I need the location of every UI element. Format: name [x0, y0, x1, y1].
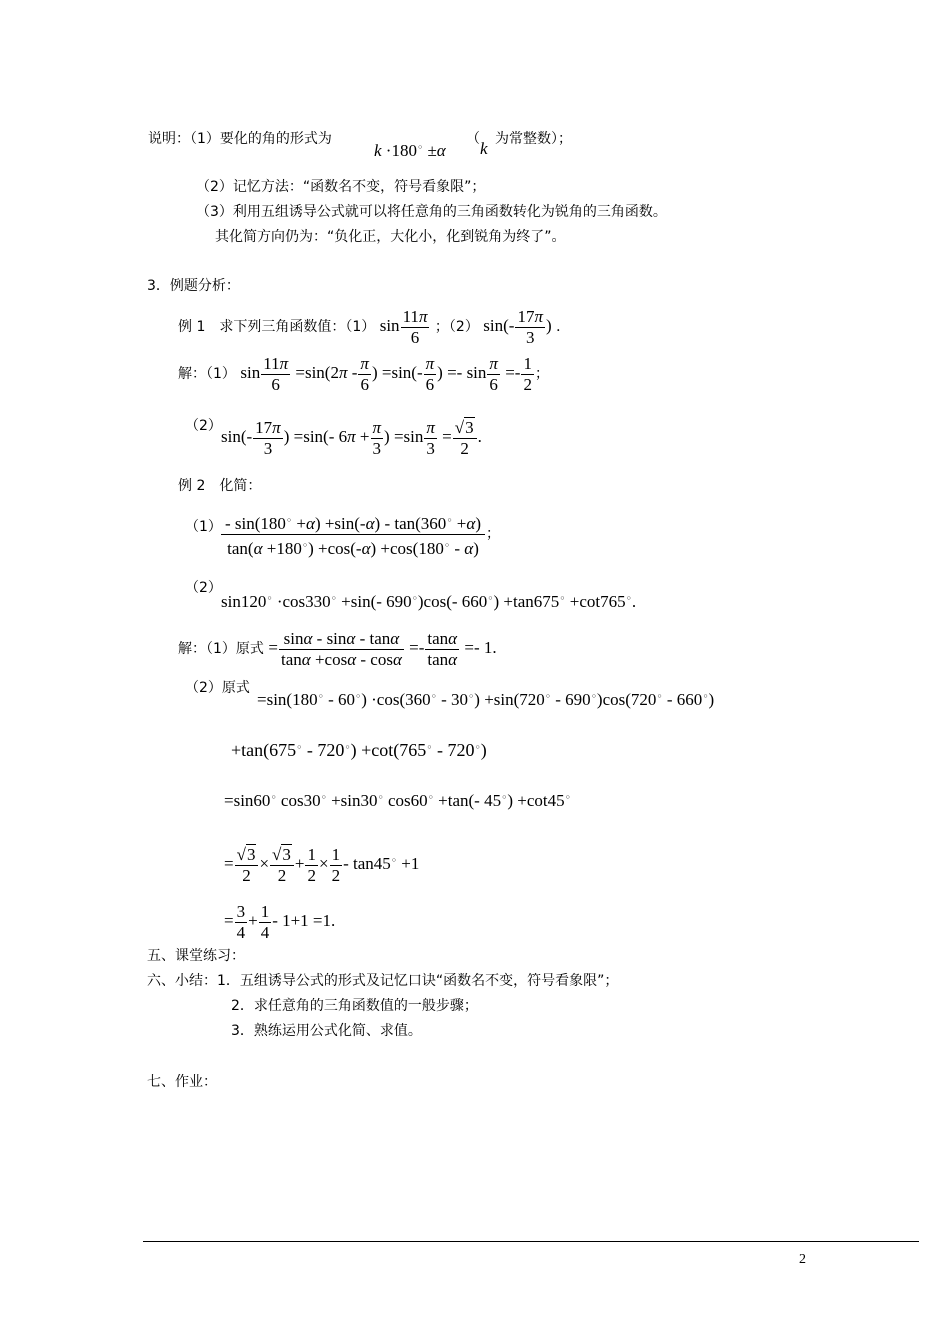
- section-3-heading: 3．例题分析：: [147, 278, 240, 294]
- section-6-item-3: 3．熟练运用公式化简、求值。: [231, 1023, 422, 1039]
- note-suffix-line: [495, 129, 572, 149]
- solution-2-step-2: +tan(675○ - 720○) +cot(765○ - 720○): [231, 740, 487, 760]
- solution-1-part-2-label: （2）: [185, 418, 222, 434]
- solution-2-part-2-label: （2）原式: [185, 680, 250, 696]
- solution-1-label: 解：（1）: [178, 366, 236, 382]
- solution-2-step-4: = $\frac{√3}{2}$ × $\frac{√3}{2}$ + $\frac{1}{2}$ × $\frac{1}{2}$ - tan45○ +1: [224, 844, 420, 885]
- page-number: 2: [799, 1252, 806, 1267]
- example-2-part-2-label: （2）: [185, 580, 222, 596]
- note-line-1: [148, 129, 332, 149]
- example-1-label: 例 1 求下列三角函数值：（1）: [178, 319, 376, 335]
- note-intro: 说明：（1）要化的角的形式为: [148, 131, 332, 147]
- example-1: [178, 304, 570, 349]
- solution-2-part-1: [178, 626, 497, 671]
- example-1-expr-1: sin $\frac{11\pi}{6}$: [379, 306, 428, 347]
- note-item-3b: 其化简方向仍为：“负化正，大化小，化到锐角为终了”。: [215, 229, 566, 245]
- note-line-1-tail: [466, 129, 480, 149]
- section-5-heading: 五、课堂练习：: [147, 948, 245, 964]
- note-k: k: [480, 139, 488, 158]
- note-angle-formula: k ·180○ ±α: [374, 141, 446, 160]
- note-k-symbol: [480, 139, 488, 159]
- section-6-item-2: 2．求任意角的三角函数值的一般步骤；: [231, 998, 478, 1014]
- example-2-part-1-expr: $\frac{- \sin(180^○ +\alpha) +\sin(-\alpha) - \tan(360^○ +\alpha)}{\tan(\alpha +180^○) +\cos(-\alpha) +\cos(180^○ - \alpha)}$ ；: [220, 509, 500, 559]
- example-2-label: 例 2 化简：: [178, 478, 262, 494]
- solution-1-part-2-expr: sin(- $\frac{17\pi}{3}$ ) =sin(- 6π + $\frac{\pi}{3}$ ) =sin $\frac{\pi}{3}$ = $\frac{√3}{2}$ .: [221, 417, 482, 458]
- example-2-part-1-label: （1）: [185, 519, 222, 535]
- note-suffix: 为常整数）；: [495, 131, 572, 147]
- solution-2-step-3: =sin60○ cos30○ +sin30○ cos60○ +tan(- 45○) +cot45○: [224, 791, 570, 810]
- footer-rule: [143, 1241, 919, 1242]
- note-item-3: （3）利用五组诱导公式就可以将任意角的三角函数转化为锐角的三角函数。: [196, 204, 667, 220]
- section-6-heading: 六、小结：1．五组诱导公式的形式及记忆口诀“函数名不变，符号看象限”；: [147, 973, 619, 989]
- example-2-part-2-expr: sin120○ ·cos330○ +sin(- 690○)cos(- 660○) +tan675○ +cot765○.: [221, 592, 637, 611]
- example-1-end: ．: [556, 319, 571, 335]
- section-7-heading: 七、作业：: [147, 1074, 217, 1090]
- solution-2-step-1: =sin(180○ - 60○) ·cos(360○ - 30○) +sin(720○ - 690○)cos(720○ - 660○): [257, 690, 715, 709]
- solution-2-label: 解：（1）原式: [178, 641, 264, 657]
- example-1-mid: ；（2）: [434, 319, 479, 335]
- solution-2-step-5: = $\frac{3}{4}$ + $\frac{1}{4}$ - 1+1 =1.: [224, 901, 336, 942]
- example-1-expr-2: sin(- $\frac{17\pi}{3}$ ): [483, 306, 552, 347]
- note-open: （: [466, 131, 480, 147]
- note-item-2: （2）记忆方法：“函数名不变，符号看象限”；: [196, 179, 486, 195]
- solution-1-part-1-expr: sin $\frac{11\pi}{6}$ =sin(2π - $\frac{\pi}{6}$ ) =sin(- $\frac{\pi}{6}$ ) =- sin $\frac{\pi}{6}$ =- $\frac{1}{2}$: [240, 353, 532, 394]
- solution-2-part-1-expr: = $\frac{\sin\alpha - \sin\alpha - \tan\alpha}{\tan\alpha +\cos\alpha - \cos\alpha}$ =- $\frac{\tan\alpha}{\tan\alpha}$ =- 1.: [268, 628, 497, 669]
- solution-1-part-1: 解：（1） sin $\frac{11\pi}{6}$ =sin(2π - $\frac{\pi}{6}$ ) =sin(- $\frac{\pi}{6}$ ) =- sin $\frac{\pi}{6}$ =- $\frac{1}{2}$ ；: [178, 353, 549, 394]
